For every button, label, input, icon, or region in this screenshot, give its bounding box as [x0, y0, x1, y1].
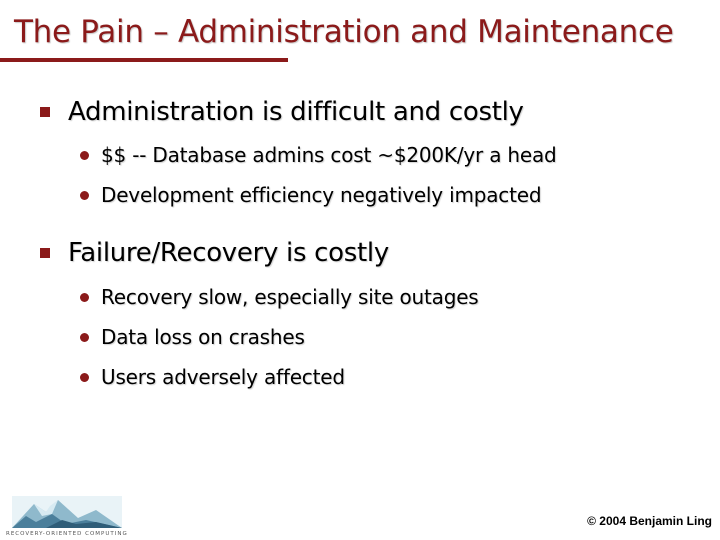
sub-bullet-text: Data loss on crashes [101, 325, 305, 349]
bullet-text: Administration is difficult and costly [68, 97, 524, 127]
round-bullet-icon [80, 293, 89, 302]
copyright-text: © 2004 Benjamin Ling [587, 514, 712, 528]
round-bullet-icon [80, 373, 89, 382]
round-bullet-icon [80, 191, 89, 200]
sub-bullet-item [80, 365, 345, 389]
bullet-text: Failure/Recovery is costly [68, 238, 389, 268]
sub-bullet-text: $$ -- Database admins cost ~$200K/yr a head [101, 143, 557, 167]
sub-bullet-text: Recovery slow, especially site outages [101, 285, 479, 309]
sub-bullet-text: Users adversely affected [101, 365, 345, 389]
round-bullet-icon [80, 333, 89, 342]
sub-bullet-item [80, 183, 541, 207]
bullet-item [40, 97, 524, 127]
logo-caption: RECOVERY-ORIENTED COMPUTING [6, 531, 128, 537]
square-bullet-icon [40, 107, 50, 117]
bullet-item [40, 238, 389, 268]
sub-bullet-text: Development efficiency negatively impacted [101, 183, 542, 207]
sub-bullet-item [80, 325, 305, 349]
sub-bullet-item [80, 285, 479, 309]
slide-title: The Pain – Administration and Maintenance [14, 14, 674, 50]
round-bullet-icon [80, 151, 89, 160]
sub-bullet-item [80, 143, 557, 167]
square-bullet-icon [40, 248, 50, 258]
